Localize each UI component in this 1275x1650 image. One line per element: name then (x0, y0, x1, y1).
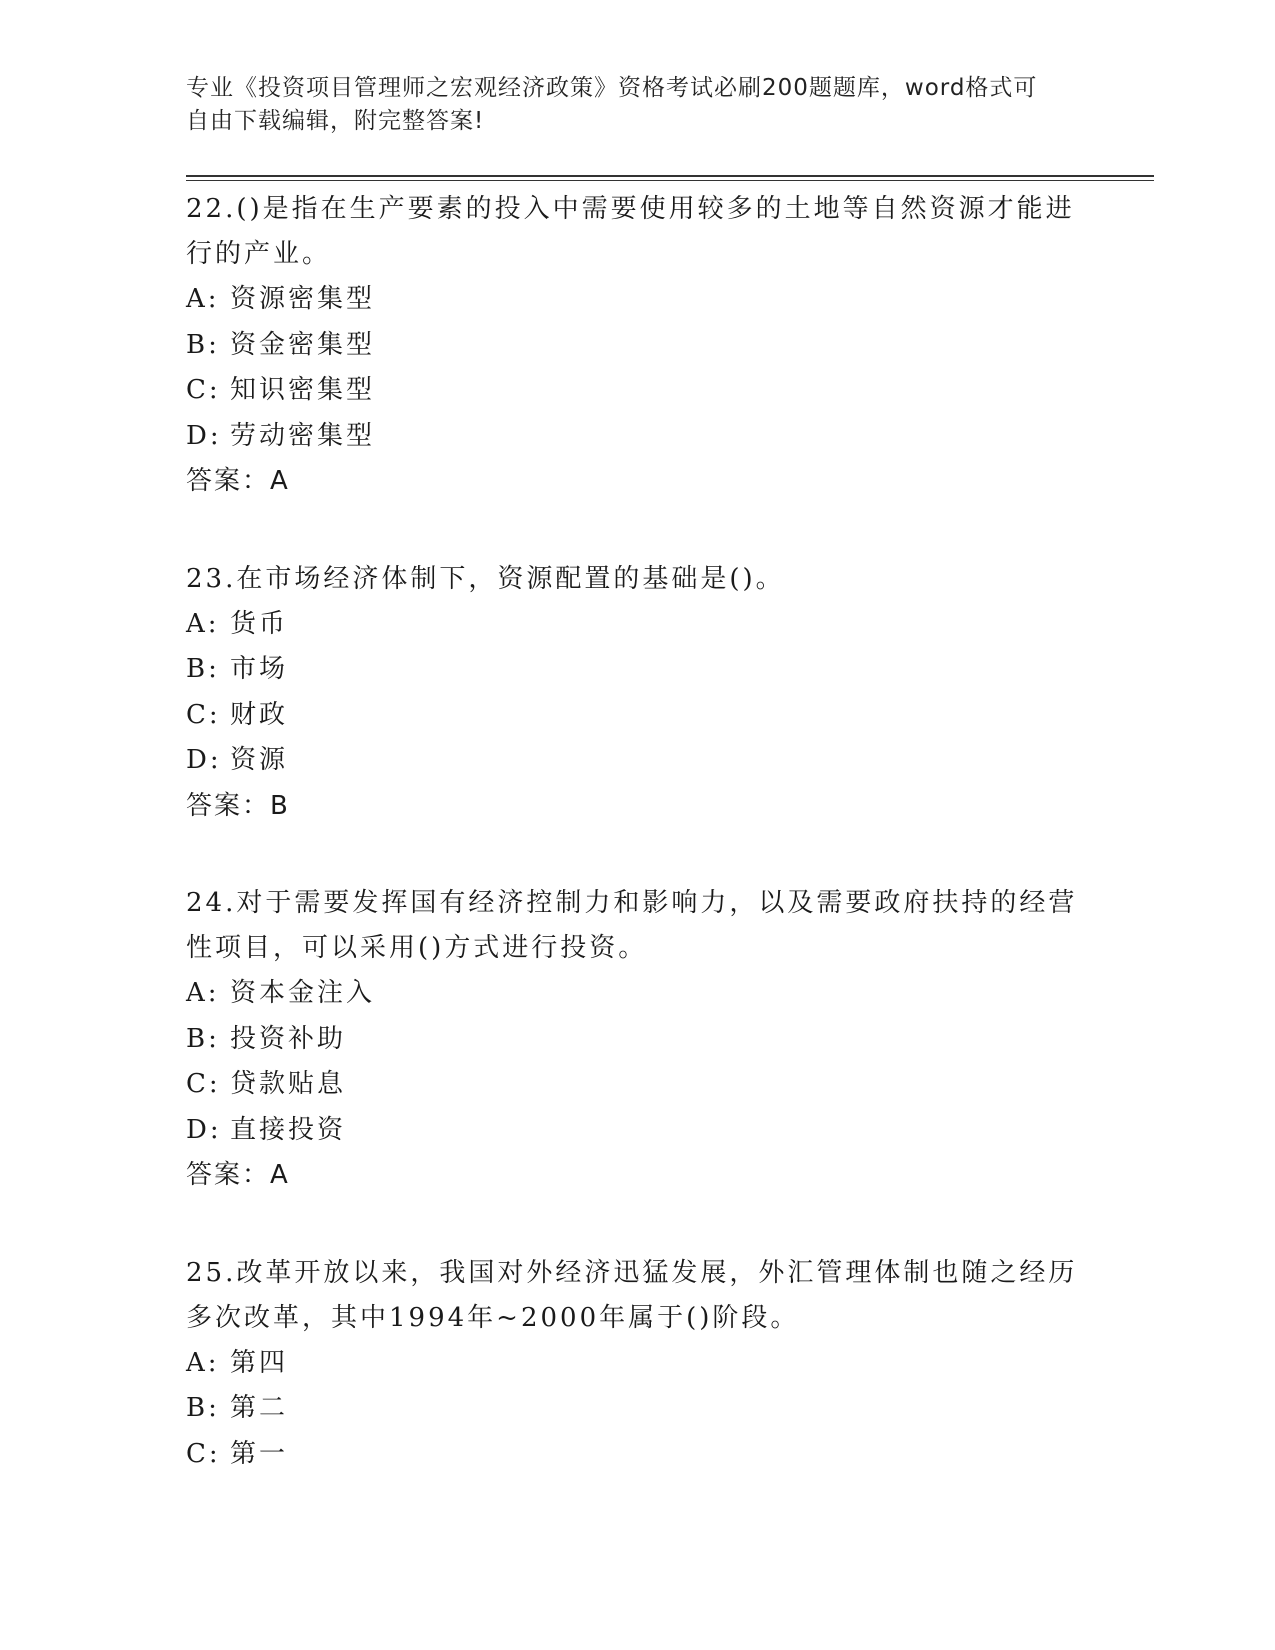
answer-label: 答案：A (186, 466, 290, 496)
answer-label: 答案：A (186, 1160, 290, 1190)
header-line-2: 自由下载编辑，附完整答案! (186, 108, 485, 134)
answer-label: 答案：B (186, 790, 290, 821)
option-key: C: (186, 699, 221, 730)
option-text: 资源密集型 (230, 284, 376, 314)
option-key: B: (186, 329, 220, 360)
question-list (186, 187, 1086, 1529)
option-text: 劳动密集型 (230, 420, 376, 451)
option-b (186, 647, 1086, 693)
option-key: C: (186, 375, 221, 405)
option-d (186, 738, 1086, 784)
option-a (186, 1341, 1086, 1387)
question-23 (186, 557, 1086, 830)
option-text: 第一 (230, 1438, 289, 1469)
option-text: 第二 (230, 1393, 289, 1423)
option-key: B: (186, 654, 220, 684)
option-text: 直接投资 (230, 1114, 347, 1145)
question-stem: 24.对于需要发挥国有经济控制力和影响力，以及需要政府扶持的经营性项目，可以采用()方式进行投资。 (186, 888, 1078, 963)
option-a (186, 277, 1086, 323)
option-a (186, 971, 1086, 1017)
question-25 (186, 1251, 1086, 1478)
question-stem: 22.()是指在生产要素的投入中需要使用较多的土地等自然资源才能进行的产业。 (186, 194, 1075, 269)
option-b (186, 1386, 1086, 1432)
option-key: C: (186, 1438, 221, 1469)
option-a (186, 602, 1086, 648)
option-key: B: (186, 1393, 220, 1423)
option-key: B: (186, 1023, 220, 1054)
question-24 (186, 881, 1086, 1199)
option-c (186, 1432, 1086, 1478)
option-key: D: (186, 745, 222, 775)
option-text: 第四 (230, 1347, 289, 1378)
option-text: 投资补助 (230, 1023, 347, 1054)
option-text: 资源 (230, 745, 289, 775)
option-b (186, 1017, 1086, 1063)
option-text: 货币 (230, 608, 289, 639)
option-d (186, 1108, 1086, 1154)
option-c (186, 1062, 1086, 1108)
question-stem: 23.在市场经济体制下，资源配置的基础是()。 (186, 563, 785, 594)
header-line-1: 专业《投资项目管理师之宏观经济政策》资格考试必刷200题题库，word格式可 (186, 75, 1038, 101)
option-d (186, 414, 1086, 460)
document-header (186, 72, 1066, 138)
option-text: 贷款贴息 (230, 1069, 347, 1099)
option-key: A: (186, 284, 220, 314)
question-stem: 25.改革开放以来，我国对外经济迅猛发展，外汇管理体制也随之经历多次改革，其中1994年~2000年属于()阶段。 (186, 1257, 1078, 1333)
option-key: D: (186, 420, 222, 451)
option-key: D: (186, 1114, 222, 1145)
option-c (186, 693, 1086, 739)
header-divider (186, 175, 1154, 181)
option-key: C: (186, 1069, 221, 1099)
option-key: A: (186, 1347, 220, 1378)
option-text: 资金密集型 (230, 329, 376, 360)
question-22 (186, 187, 1086, 505)
option-text: 财政 (230, 699, 289, 730)
option-text: 知识密集型 (230, 375, 376, 405)
option-key: A: (186, 978, 220, 1008)
option-b (186, 323, 1086, 369)
option-c (186, 368, 1086, 414)
option-text: 市场 (230, 654, 289, 684)
option-key: A: (186, 608, 220, 639)
option-text: 资本金注入 (230, 978, 376, 1008)
